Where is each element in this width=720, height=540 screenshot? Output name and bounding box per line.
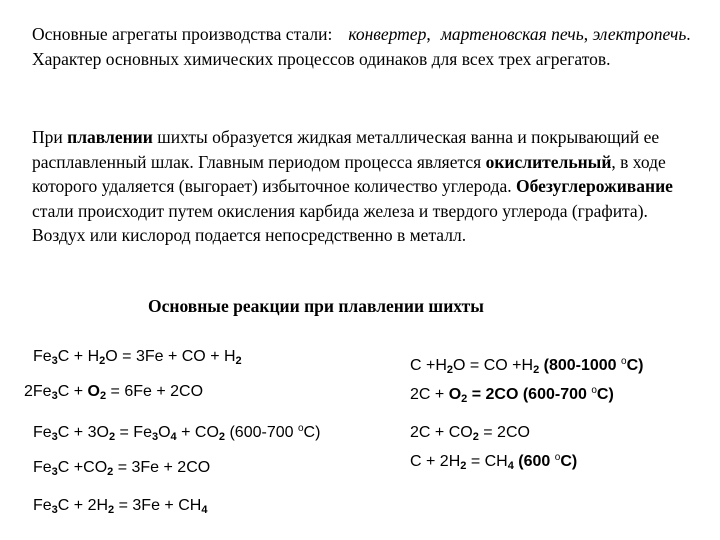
- reaction-right-2: [410, 385, 614, 405]
- reaction-part: + CO: [176, 424, 219, 441]
- term-melting: плавлении: [67, 127, 153, 147]
- reaction-part: 2: [461, 393, 468, 405]
- reaction-part: O: [448, 386, 462, 403]
- reaction-part: 3: [51, 466, 58, 478]
- reaction-part: 2: [472, 431, 479, 443]
- reaction-part: C): [596, 386, 614, 403]
- reaction-part: o: [554, 452, 561, 463]
- reaction-part: = CH: [466, 453, 508, 470]
- reaction-part: Fe: [33, 459, 52, 476]
- reaction-part: 2: [99, 390, 107, 402]
- reaction-part: O = CO +H: [453, 357, 534, 374]
- intro-paragraph: Основные агрегаты производства стали: конвертер, мартеновская печь, электропечь.Характер основных химических процессов одинаков для всех трех агрегатов.: [32, 24, 691, 69]
- reaction-part: 4: [201, 504, 208, 516]
- reaction-part: C + 2H: [410, 453, 461, 470]
- reaction-part: C): [560, 453, 578, 470]
- reaction-part: 2: [446, 364, 454, 376]
- reaction-right-4: [410, 452, 577, 472]
- reaction-part: 3: [51, 390, 58, 402]
- reaction-part: 4: [170, 431, 177, 443]
- reaction-part: 2: [218, 431, 226, 443]
- unit-electric-furnace: электропечь: [592, 24, 687, 44]
- reaction-left-2: [24, 382, 203, 402]
- reaction-part: O: [87, 383, 100, 400]
- intro-rest: Характер основных химических процессов одинаков для всех трех агрегатов.: [32, 48, 611, 69]
- reaction-part: 2: [108, 504, 115, 516]
- reaction-part: C +: [57, 383, 88, 400]
- reaction-part: 3: [51, 431, 58, 443]
- reaction-part: 4: [507, 460, 514, 472]
- reaction-part: 2: [107, 466, 114, 478]
- reaction-part: 2: [108, 431, 116, 443]
- reaction-part: 2C +: [410, 386, 449, 403]
- reaction-part: 3: [151, 431, 159, 443]
- reaction-part: o: [591, 385, 597, 396]
- reaction-part: = Fe: [115, 424, 152, 441]
- reaction-part: C + 3O: [57, 424, 109, 441]
- reaction-part: = 3Fe + 2CO: [113, 459, 211, 476]
- reaction-part: O = 3Fe + CO + H: [105, 348, 236, 365]
- reaction-part: C +CO: [57, 459, 108, 476]
- reaction-part: 2: [533, 364, 540, 376]
- unit-converter: конвертер: [348, 24, 427, 44]
- reaction-left-5: [33, 496, 207, 516]
- reaction-part: = 2CO: [478, 424, 530, 441]
- reaction-right-1: [410, 356, 643, 376]
- reaction-part: C): [303, 424, 321, 441]
- reaction-part: (600-700: [225, 424, 298, 441]
- reaction-part: Fe: [33, 424, 52, 441]
- reaction-part: C +H: [410, 357, 447, 374]
- reaction-part: C + 2H: [57, 497, 109, 514]
- reaction-part: = 6Fe + 2CO: [106, 383, 204, 400]
- reaction-part: O: [158, 424, 171, 441]
- reaction-part: (800-1000: [539, 357, 622, 374]
- reaction-part: 2C + CO: [410, 424, 473, 441]
- reaction-part: 2: [99, 355, 106, 367]
- reaction-part: 2: [235, 355, 242, 367]
- reaction-part: Fe: [33, 497, 52, 514]
- reaction-right-3: [410, 423, 530, 443]
- melting-paragraph: При плавлении шихты образуется жидкая металлическая ванна и покрывающий ее расплавленный шлак. Главным периодом процесса является окислительный, в ходе которого удаляется (выгорает) избыточное количество углерода. Обезуглероживание стали происходит путем окисления карбида железа и твердого углерода (графита). Воздух или кислород подается непосредственно в металл.: [32, 127, 673, 245]
- reaction-part: 2: [460, 460, 467, 472]
- term-oxidizing: окислительный: [485, 151, 612, 172]
- reaction-part: = 3Fe + CH: [114, 497, 202, 514]
- reaction-part: 3: [51, 355, 58, 367]
- reaction-part: Fe: [33, 348, 52, 365]
- reaction-part: 2Fe: [24, 383, 52, 400]
- reaction-left-1: [33, 347, 242, 367]
- reaction-part: = 2CO (600-700: [467, 386, 592, 403]
- reaction-part: C + H: [57, 348, 100, 365]
- reaction-left-4: [33, 458, 210, 478]
- reaction-part: o: [621, 356, 627, 367]
- reactions-title: Основные реакции при плавлении шихты: [148, 296, 484, 316]
- reaction-left-3: [33, 423, 320, 443]
- reaction-part: 3: [51, 504, 58, 516]
- term-decarburization: Обезуглероживание: [516, 176, 673, 196]
- reaction-part: o: [297, 423, 304, 434]
- intro-lead: Основные агрегаты производства стали:: [32, 24, 333, 44]
- reaction-part: C): [626, 357, 644, 374]
- reaction-part: (600: [513, 453, 555, 470]
- unit-open-hearth: мартеновская печь: [440, 24, 584, 44]
